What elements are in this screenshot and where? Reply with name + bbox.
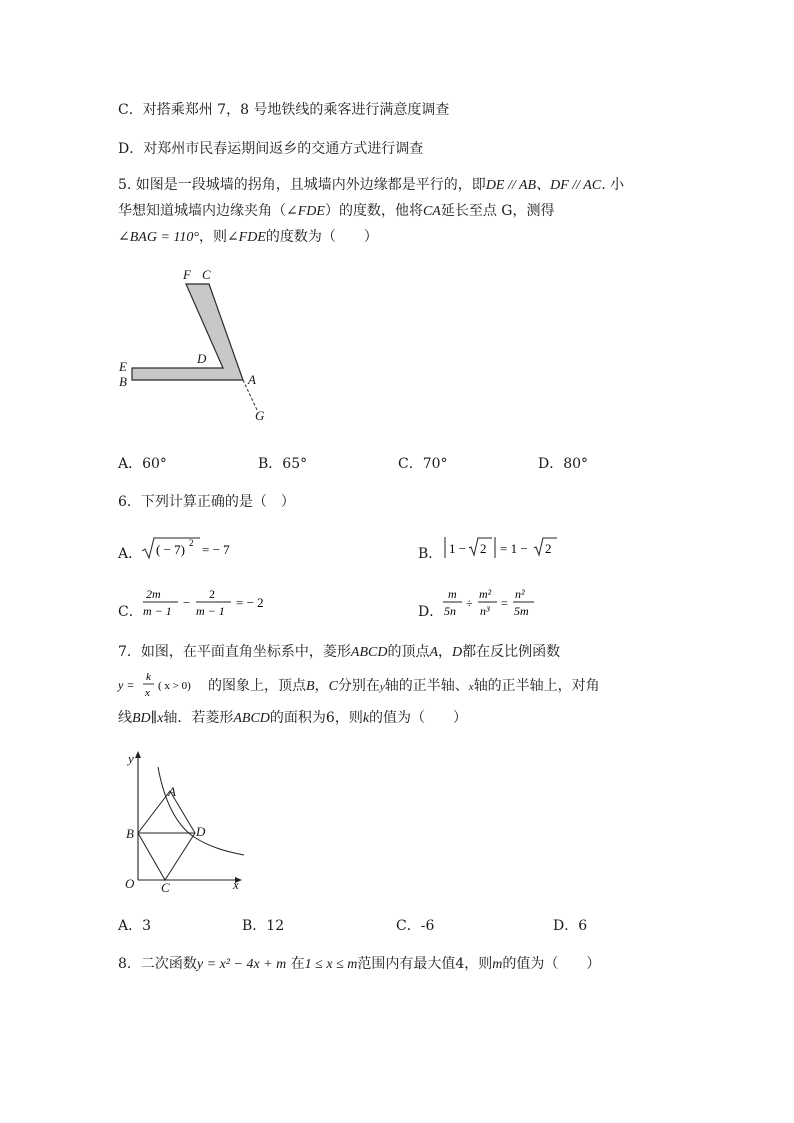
label-c: C xyxy=(202,267,211,282)
q6-expr-a xyxy=(140,533,260,563)
q7-func-num: k xyxy=(146,671,151,683)
label-e: E xyxy=(119,359,127,374)
label-d: D xyxy=(196,824,206,839)
label-d: D xyxy=(197,351,207,366)
label-c: C xyxy=(161,880,170,895)
label-f: F xyxy=(183,267,191,282)
q6d-eq: = xyxy=(501,596,508,610)
q4-option-c: C．对搭乘郑州 7，8 号地铁线的乘客进行满意度调查 xyxy=(118,102,450,118)
q6-stem: 6．下列计算正确的是（ ） xyxy=(118,494,295,510)
q5-option-a: A．60° xyxy=(118,456,167,472)
q7-option-c: C．-6 xyxy=(396,918,435,934)
q6c-den1: m − 1 xyxy=(143,604,172,618)
label-x: x xyxy=(233,877,239,892)
wall-shape xyxy=(132,284,243,380)
q6c-num1: 2m xyxy=(146,587,161,601)
y-axis-arrow xyxy=(135,751,141,758)
label-o: O xyxy=(125,876,135,891)
q6c-num2: 2 xyxy=(209,587,215,601)
label-b: B xyxy=(119,374,127,389)
q6-expr-d xyxy=(440,585,550,621)
q5-option-c: C．70° xyxy=(398,456,448,472)
q6d-den3: 5m xyxy=(514,604,529,618)
q6-label-c: C． xyxy=(118,604,143,620)
label-a: A xyxy=(248,372,256,387)
q5-stem-line2: 华想知道城墙内边缘夹角（∠FDE）的度数，他将CA延长至点 G，测得 xyxy=(118,203,555,219)
q5-stem-line1: 5. 如图是一段城墙的拐角，且城墙内外边缘都是平行的，即DE // AB、DF // AC. 小 xyxy=(118,177,625,193)
q6-label-a: A． xyxy=(118,546,143,562)
q6b-rhs2: 2 xyxy=(545,541,552,556)
q6c-rhs: = − 2 xyxy=(236,595,264,610)
q6-label-b: B． xyxy=(418,546,443,562)
q7-func-cond: ( x > 0) xyxy=(158,680,191,692)
q6d-den2: n³ xyxy=(480,604,490,618)
rhombus-abcd xyxy=(138,791,195,880)
q6b-inner1: 1 − xyxy=(449,541,467,556)
q6-expr-c xyxy=(140,585,290,621)
q6a-exponent: 2 xyxy=(189,538,194,548)
label-b: B xyxy=(126,826,134,841)
q7-function-expr xyxy=(116,668,210,702)
q7-option-b: B．12 xyxy=(242,918,285,934)
q6d-num1: m xyxy=(448,587,457,601)
q7-stem-line2: 的图象上，顶点B，C分别在y轴的正半轴、x轴的正半轴上，对角 xyxy=(208,678,600,694)
q6b-rhs1: = 1 − xyxy=(500,541,528,556)
q6d-den1: 5n xyxy=(444,604,456,618)
q6c-den2: m − 1 xyxy=(196,604,225,618)
q6-expr-b xyxy=(440,533,570,563)
hyperbola-curve xyxy=(158,767,244,855)
q6a-rhs: = − 7 xyxy=(202,542,230,557)
q6d-op: ÷ xyxy=(466,596,473,610)
q5-wall-figure xyxy=(110,262,280,432)
q5-option-b: B．65° xyxy=(258,456,308,472)
q4-option-d: D．对郑州市民春运期间返乡的交通方式进行调查 xyxy=(118,141,424,157)
label-y: y xyxy=(128,751,134,766)
label-g: G xyxy=(255,408,265,423)
q6b-inner2: 2 xyxy=(480,541,487,556)
q6d-num2: m² xyxy=(479,587,492,601)
q7-option-a: A．3 xyxy=(118,918,152,934)
q8-stem: 8．二次函数y = x² − 4x + m 在1 ≤ x ≤ m范围内有最大值4，则m的值为（ ） xyxy=(118,956,601,972)
q6a-radicand: ( − 7) xyxy=(156,542,185,557)
q7-stem-line3: 线BD∥x轴．若菱形ABCD的面积为6，则k的值为（ ） xyxy=(118,710,468,726)
q6d-num3: n² xyxy=(515,587,525,601)
q7-stem-line1: 7．如图，在平面直角坐标系中，菱形ABCD的顶点A，D都在反比例函数 xyxy=(118,644,561,660)
q5-stem-line3: ∠BAG = 110°，则∠FDE的度数为（ ） xyxy=(118,229,378,245)
q6-label-d: D． xyxy=(418,604,444,620)
label-a: A xyxy=(168,784,176,799)
q7-func-den: x xyxy=(145,687,150,699)
q6c-op: − xyxy=(183,595,191,610)
q5-option-d: D．80° xyxy=(538,456,589,472)
q7-func-y: y = xyxy=(118,678,135,692)
q7-coordinate-figure xyxy=(118,745,258,895)
q7-option-d: D．6 xyxy=(553,918,588,934)
